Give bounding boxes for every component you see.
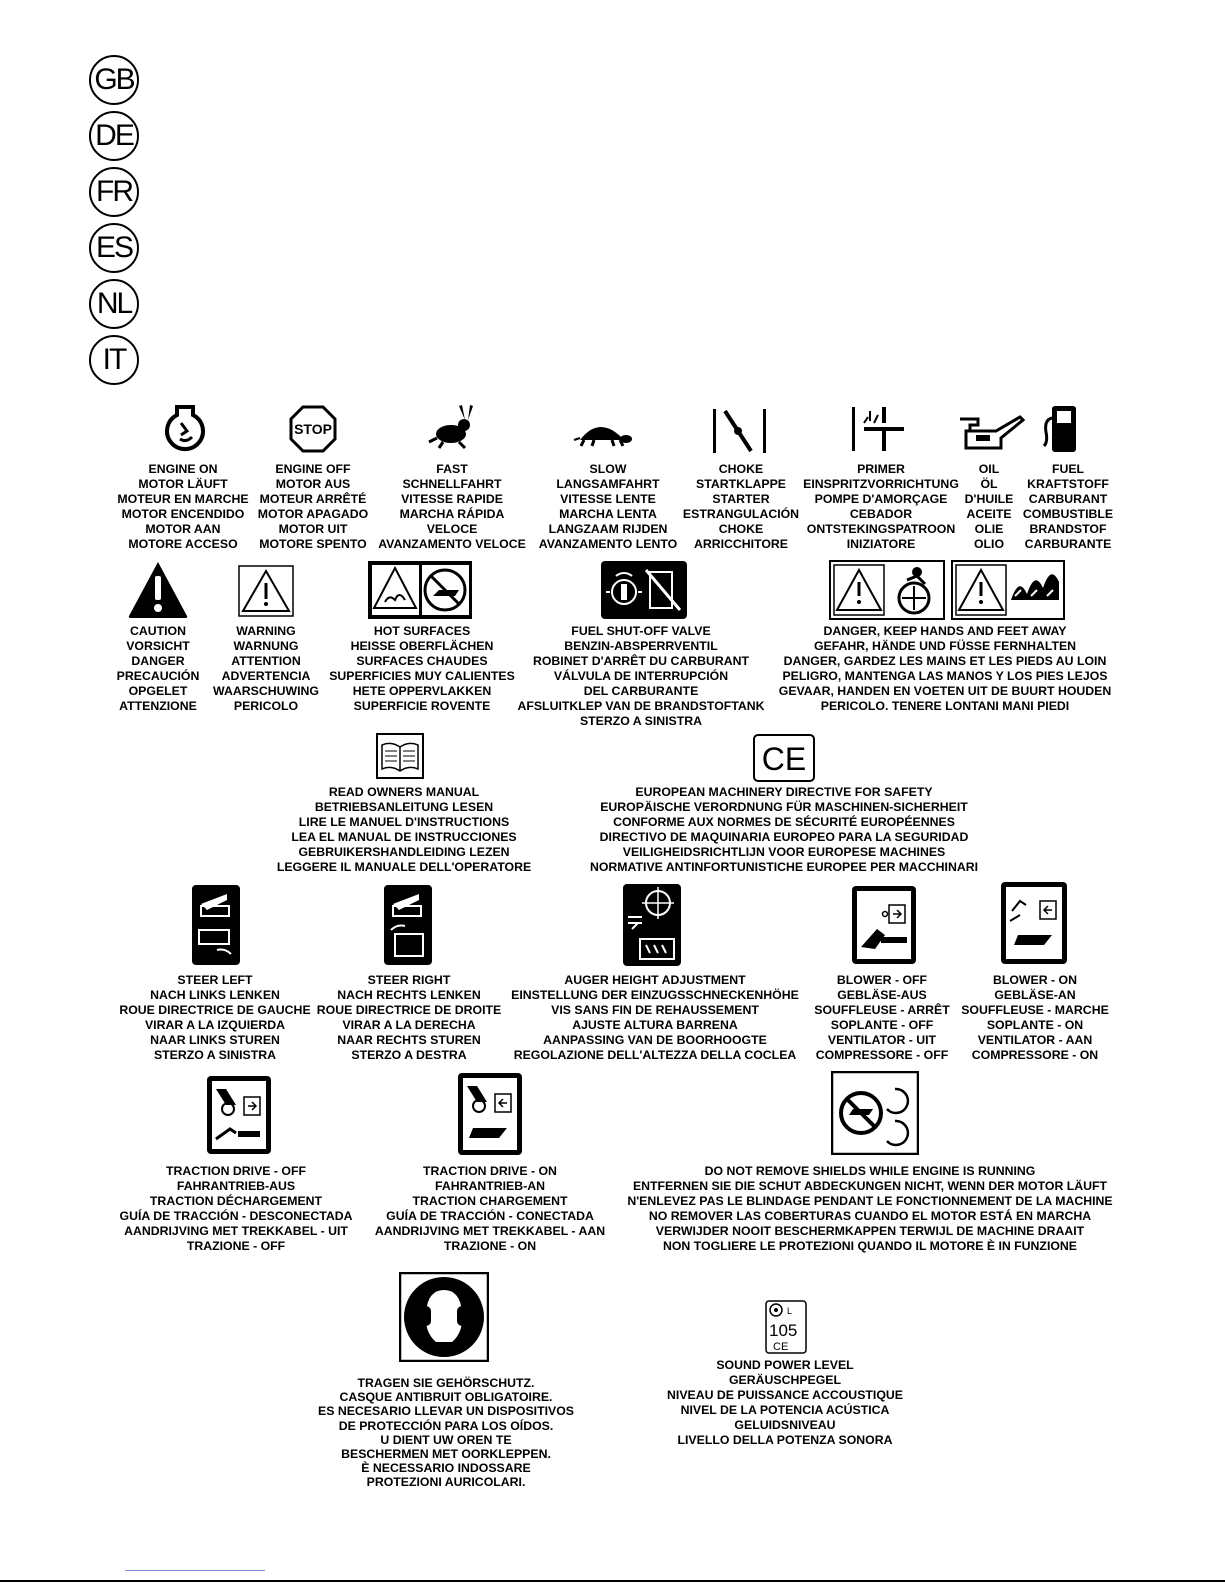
label-ear-protection: [318, 1376, 574, 1490]
lang-badge-it: [89, 335, 139, 385]
label-engine-off: [258, 462, 368, 552]
caption-line: STERZO A DESTRA: [351, 1048, 467, 1062]
caption-line: SOPLANTE - ON: [986, 1018, 1084, 1032]
caption-line: NO REMOVER LAS COBERTURAS CUANDO EL MOTOR ESTÁ EN MARCHA: [648, 1209, 1092, 1223]
caption-line: EUROPÄISCHE VERORDNUNG FÜR MASCHINEN-SICHERHEIT: [600, 800, 968, 814]
caption-line: STEER RIGHT: [367, 973, 451, 987]
caption-line: VENTILATOR - AAN: [977, 1033, 1093, 1047]
caption-line: AFSLUITKLEP VAN DE BRANDSTOFTANK: [517, 699, 765, 713]
caption-line: SURFACES CHAUDES: [356, 654, 488, 668]
lang-code: IT: [102, 343, 126, 376]
caption-line: TRACTION DÉCHARGEMENT: [149, 1194, 323, 1208]
caption-line: DIRECTIVO DE MAQUINARIA EUROPEO PARA LA SEGURIDAD: [599, 830, 969, 844]
caption-line: U DIENT UW OREN TE: [380, 1432, 512, 1447]
label-hot-surfaces: [329, 624, 515, 714]
caption-line: STEER LEFT: [177, 973, 253, 987]
caption-line: REGOLAZIONE DELL'ALTEZZA DELLA COCLEA: [513, 1048, 797, 1062]
caption-line: COMPRESSORE - ON: [971, 1048, 1099, 1062]
caption-line: FUEL: [1051, 462, 1085, 476]
label-fuel-shutoff: [517, 624, 764, 729]
label-engine-on: [117, 462, 248, 552]
caption-line: HEISSE OBERFLÄCHEN: [350, 639, 494, 653]
lang-code: FR: [96, 175, 132, 208]
caption-line: FAHRANTRIEB-AUS: [176, 1179, 296, 1193]
caption-line: SCHNELLFAHRT: [402, 477, 502, 491]
caption-line: BRANDSTOF: [1029, 522, 1107, 536]
label-steer-right: [317, 973, 501, 1063]
caption-line: DANGER: [131, 654, 185, 668]
caption-line: ADVERTENCIA: [221, 669, 311, 683]
lang-badge-de: [89, 111, 139, 161]
fuel-pump-icon: [1042, 404, 1082, 454]
caption-line: FAHRANTRIEB-AN: [435, 1179, 545, 1193]
caption-line: HETE OPPERVLAKKEN: [352, 684, 492, 698]
caption-line: COMBUSTIBLE: [1022, 507, 1114, 521]
caption-line: OLIO: [973, 537, 1005, 551]
caption-line: AANDRIJVING MET TREKKABEL - AAN: [374, 1224, 606, 1238]
caption-line: TRAZIONE - ON: [443, 1239, 537, 1253]
caption-line: VERWIJDER NOOIT BESCHERMKAPPEN TERWIJL DE MACHINE DRAAIT: [655, 1224, 1085, 1238]
caption-line: GUÍA DE TRACCIÓN - DESCONECTADA: [119, 1209, 353, 1223]
caption-line: PROTEZIONI AURICOLARI.: [366, 1475, 526, 1490]
caption-line: NAAR RECHTS STUREN: [337, 1033, 481, 1047]
caption-line: PERICOLO. TENERE LONTANI MANI PIEDI: [820, 699, 1070, 713]
caption-line: POMPE D'AMORÇAGE: [814, 492, 948, 506]
stop-text: STOP: [294, 421, 332, 437]
caption-line: LIVELLO DELLA POTENZA SONORA: [677, 1433, 893, 1447]
label-read-manual: [277, 785, 531, 875]
lang-code: NL: [96, 287, 132, 320]
caption-line: SUPERFICIES MUY CALIENTES: [329, 669, 515, 683]
caption-line: BLOWER - OFF: [836, 973, 928, 987]
caption-line: FUEL SHUT-OFF VALVE: [571, 624, 711, 638]
caption-line: CARBURANT: [1028, 492, 1108, 506]
caption-line: TRAZIONE - OFF: [186, 1239, 286, 1253]
caption-line: DEL CARBURANTE: [583, 684, 699, 698]
caption-line: WARNING: [236, 624, 296, 638]
caption-line: MOTEUR EN MARCHE: [117, 492, 249, 506]
caption-line: NORMATIVE ANTINFORTUNISTICHE EUROPEE PER MACCHINARI: [589, 860, 979, 874]
caption-line: STARTER: [712, 492, 770, 506]
traction-off-icon: [206, 1075, 272, 1155]
choke-icon: [711, 407, 769, 455]
caption-line: VITESSE LENTE: [560, 492, 656, 506]
caption-line: ROUE DIRECTRICE DE DROITE: [316, 1003, 502, 1017]
caution-icon: [127, 560, 189, 620]
caption-line: SOUFFLEUSE - MARCHE: [961, 1003, 1109, 1017]
caption-line: LANGZAAM RIJDEN: [548, 522, 668, 536]
caption-line: READ OWNERS MANUAL: [328, 785, 480, 799]
caption-line: NACH LINKS LENKEN: [150, 988, 280, 1002]
footer-underline: [125, 1570, 265, 1571]
caption-line: PERICOLO: [233, 699, 299, 713]
caption-line: KRAFTSTOFF: [1027, 477, 1109, 491]
caption-line: INIZIATORE: [846, 537, 916, 551]
ce-text: CE: [761, 741, 807, 777]
page-bottom-rule: [0, 1580, 1225, 1582]
caption-line: GUÍA DE TRACCIÓN - CONECTADA: [386, 1209, 594, 1223]
caption-line: CHOKE: [718, 522, 764, 536]
caption-line: ONTSTEKINGSPATROON: [806, 522, 956, 536]
caption-line: BLOWER - ON: [992, 973, 1078, 987]
caption-line: HOT SURFACES: [373, 624, 471, 638]
traction-on-icon: [457, 1072, 523, 1156]
caption-line: CEBADOR: [849, 507, 913, 521]
caption-line: TRACTION DRIVE - ON: [423, 1164, 557, 1178]
caption-line: ENGINE OFF: [275, 462, 351, 476]
caption-line: AUGER HEIGHT ADJUSTMENT: [564, 973, 746, 987]
caption-line: VIS SANS FIN DE REHAUSSEMENT: [551, 1003, 759, 1017]
danger-feet-icon: [951, 560, 1065, 620]
turtle-icon: [572, 418, 634, 448]
steer-left-icon: [191, 884, 241, 966]
caption-line: WARNUNG: [233, 639, 299, 653]
label-fast: [378, 462, 526, 552]
caption-line: MARCHA LENTA: [559, 507, 657, 521]
label-oil: [965, 462, 1014, 552]
caption-line: NIVEAU DE PUISSANCE ACCOUSTIQUE: [667, 1388, 903, 1402]
danger-hands-icon: [829, 560, 945, 620]
book-icon: [376, 733, 424, 779]
caption-line: ATTENZIONE: [119, 699, 197, 713]
lang-badge-fr: [89, 167, 139, 217]
caption-line: CAUTION: [129, 624, 187, 638]
caption-line: LANGSAMFAHRT: [556, 477, 660, 491]
caption-line: STARTKLAPPE: [696, 477, 786, 491]
caption-line: SOUND POWER LEVEL: [716, 1358, 854, 1372]
caption-line: DE PROTECCIÓN PARA LOS OÍDOS.: [338, 1418, 554, 1433]
caption-line: OLIE: [974, 522, 1004, 536]
caption-line: ARRICCHITORE: [693, 537, 789, 551]
caption-line: PRIMER: [857, 462, 905, 476]
caption-line: VIRAR A LA DERECHA: [342, 1018, 476, 1032]
primer-icon: [850, 405, 908, 453]
caption-line: EINSTELLUNG DER EINZUGSSCHNECKENHÖHE: [511, 988, 799, 1002]
caption-line: AANPASSING VAN DE BOORHOOGTE: [543, 1033, 767, 1047]
label-auger-height: [511, 973, 799, 1063]
caption-line: D'HUILE: [964, 492, 1014, 506]
label-caution: [117, 624, 200, 714]
caption-line: PELIGRO, MANTENGA LAS MANOS Y LOS PIES LEJOS: [782, 669, 1108, 683]
blower-on-icon: [1000, 881, 1068, 965]
caption-line: MOTOR APAGADO: [257, 507, 369, 521]
lang-code: GB: [94, 63, 134, 96]
caption-line: LEA EL MANUAL DE INSTRUCCIONES: [291, 830, 517, 844]
engine-on-icon: [160, 403, 210, 453]
stop-sign-icon: [289, 405, 337, 453]
lang-badge-gb: [89, 55, 139, 105]
label-warning: [213, 624, 319, 714]
caption-line: COMPRESSORE - OFF: [815, 1048, 949, 1062]
caption-line: VIRAR A LA IZQUIERDA: [144, 1018, 286, 1032]
caption-line: EUROPEAN MACHINERY DIRECTIVE FOR SAFETY: [635, 785, 933, 799]
caption-line: WAARSCHUWING: [213, 684, 319, 698]
label-steer-left: [119, 973, 310, 1063]
caption-line: ACEITE: [966, 507, 1012, 521]
caption-line: MOTORE ACCESO: [128, 537, 238, 551]
caption-line: STERZO A SINISTRA: [153, 1048, 277, 1062]
ear-protection-icon: [399, 1272, 489, 1362]
lang-code: DE: [95, 119, 133, 152]
caption-line: ES NECESARIO LLEVAR UN DISPOSITIVOS: [318, 1404, 574, 1419]
label-sound-power: [667, 1358, 903, 1448]
caption-line: ÖL: [980, 477, 998, 491]
hot-surfaces-icon: [367, 560, 473, 620]
caption-line: AVANZAMENTO LENTO: [538, 537, 678, 551]
caption-line: ATTENTION: [231, 654, 301, 668]
caption-line: STERZO A SINISTRA: [579, 714, 703, 728]
caption-line: GERÄUSCHPEGEL: [728, 1373, 842, 1387]
caption-line: MOTOR AUS: [275, 477, 351, 491]
caption-line: VELOCE: [426, 522, 478, 536]
label-primer: [803, 462, 959, 552]
caption-line: LEGGERE IL MANUALE DELL'OPERATORE: [276, 860, 532, 874]
caption-line: EINSPRITZVORRICHTUNG: [803, 477, 959, 491]
caption-line: TRACTION CHARGEMENT: [412, 1194, 568, 1208]
warning-icon: [238, 565, 294, 617]
ce-mark-icon: [753, 734, 815, 782]
label-traction-on: [375, 1164, 605, 1254]
label-choke: [683, 462, 799, 552]
caption-line: NON TOGLIERE LE PROTEZIONI QUANDO IL MOTORE È IN FUNZIONE: [662, 1239, 1078, 1253]
caption-line: BETRIEBSANLEITUNG LESEN: [314, 800, 494, 814]
caption-line: ENTFERNEN SIE DIE SCHUT ABDECKUNGEN NICHT, WENN DER MOTOR LÄUFT: [632, 1179, 1108, 1193]
fuel-shutoff-valve-icon: [600, 560, 688, 620]
caption-line: MOTOR ENCENDIDO: [121, 507, 245, 521]
caption-line: GEBRUIKERSHANDLEIDING LEZEN: [298, 845, 510, 859]
rabbit-icon: [425, 404, 475, 450]
sound-power-level-icon: [765, 1300, 807, 1354]
caption-line: BENZIN-ABSPERRVENTIL: [564, 639, 718, 653]
caption-line: DO NOT REMOVE SHIELDS WHILE ENGINE IS RUNNING: [704, 1164, 1036, 1178]
caption-line: GEBLÄSE-AN: [994, 988, 1076, 1002]
lang-code: ES: [95, 231, 133, 264]
oil-can-icon: [954, 411, 1026, 453]
caption-line: OPGELET: [128, 684, 188, 698]
sound-unit: L: [787, 1306, 793, 1316]
caption-line: VEILIGHEIDSRICHTLIJN VOOR EUROPESE MACHINES: [622, 845, 946, 859]
caption-line: SOUFFLEUSE - ARRÊT: [814, 1003, 950, 1017]
auger-height-icon: [622, 883, 682, 967]
caption-line: GEFAHR, HÄNDE UND FÜSSE FERNHALTEN: [813, 639, 1077, 653]
caption-line: TRAGEN SIE GEHÖRSCHUTZ.: [357, 1376, 535, 1390]
caption-line: FAST: [436, 462, 468, 476]
caption-line: CONFORME AUX NORMES DE SÉCURITÉ EUROPÉENNES: [613, 815, 955, 829]
label-fuel: [1023, 462, 1113, 552]
blower-off-icon: [851, 885, 917, 965]
caption-line: TRACTION DRIVE - OFF: [165, 1164, 307, 1178]
caption-line: VITESSE RAPIDE: [401, 492, 503, 506]
steer-right-icon: [383, 884, 433, 966]
caption-line: DANGER, KEEP HANDS AND FEET AWAY: [823, 624, 1067, 638]
caption-line: ROUE DIRECTRICE DE GAUCHE: [119, 1003, 311, 1017]
caption-line: DANGER, GARDEZ LES MAINS ET LES PIEDS AU LOIN: [783, 654, 1107, 668]
label-blower-on: [961, 973, 1109, 1063]
caption-line: CHOKE: [718, 462, 764, 476]
caption-line: ENGINE ON: [148, 462, 218, 476]
label-danger-hands: [779, 624, 1112, 714]
caption-line: LIRE LE MANUEL D'INSTRUCTIONS: [298, 815, 510, 829]
caption-line: NAAR LINKS STUREN: [150, 1033, 280, 1047]
caption-line: NACH RECHTS LENKEN: [337, 988, 481, 1002]
caption-line: GEVAAR, HANDEN EN VOETEN UIT DE BUURT HOUDEN: [778, 684, 1112, 698]
caption-line: ROBINET D'ARRÊT DU CARBURANT: [532, 654, 750, 668]
lang-badge-nl: [89, 279, 139, 329]
caption-line: AJUSTE ALTURA BARRENA: [572, 1018, 738, 1032]
label-traction-off: [120, 1164, 353, 1254]
caption-line: VENTILATOR - UIT: [827, 1033, 937, 1047]
caption-line: MOTOR AAN: [145, 522, 221, 536]
caption-line: È NECESSARIO INDOSSARE: [361, 1461, 531, 1476]
caption-line: CASQUE ANTIBRUIT OBLIGATOIRE.: [339, 1390, 553, 1405]
caption-line: MOTORE SPENTO: [259, 537, 367, 551]
caption-line: ESTRANGULACIÓN: [682, 507, 800, 521]
lang-badge-es: [89, 223, 139, 273]
caption-line: AVANZAMENTO VELOCE: [378, 537, 526, 551]
caption-line: N'ENLEVEZ PAS LE BLINDAGE PENDANT LE FONCTIONNEMENT DE LA MACHINE: [627, 1194, 1113, 1208]
caption-line: MARCHA RÁPIDA: [399, 507, 505, 521]
caption-line: GEBLÄSE-AUS: [837, 988, 927, 1002]
label-slow: [539, 462, 677, 552]
caption-line: MOTOR UIT: [278, 522, 348, 536]
caption-line: SLOW: [589, 462, 627, 476]
sound-ce: CE: [773, 1341, 789, 1353]
caption-line: OIL: [978, 462, 1000, 476]
caption-line: MOTEUR ARRÊTÉ: [259, 492, 367, 506]
caption-line: SUPERFICIE ROVENTE: [353, 699, 491, 713]
caption-line: AANDRIJVING MET TREKKABEL - UIT: [124, 1224, 348, 1238]
sound-value: 105: [769, 1321, 798, 1340]
caption-line: GELUIDSNIVEAU: [734, 1418, 836, 1432]
caption-line: VÁLVULA DE INTERRUPCIÓN: [553, 669, 729, 683]
label-ce-directive: [590, 785, 978, 875]
label-shields: [627, 1164, 1112, 1254]
caption-line: CARBURANTE: [1024, 537, 1112, 551]
caption-line: NIVEL DE LA POTENCIA ACÚSTICA: [680, 1403, 890, 1417]
caption-line: BESCHERMEN MET OORKLEPPEN.: [341, 1447, 551, 1462]
no-remove-shields-icon: [831, 1071, 919, 1155]
label-blower-off: [814, 973, 950, 1063]
caption-line: SOPLANTE - OFF: [830, 1018, 934, 1032]
caption-line: PRECAUCIÓN: [116, 669, 200, 683]
caption-line: MOTOR LÄUFT: [138, 477, 228, 491]
caption-line: VORSICHT: [126, 639, 190, 653]
